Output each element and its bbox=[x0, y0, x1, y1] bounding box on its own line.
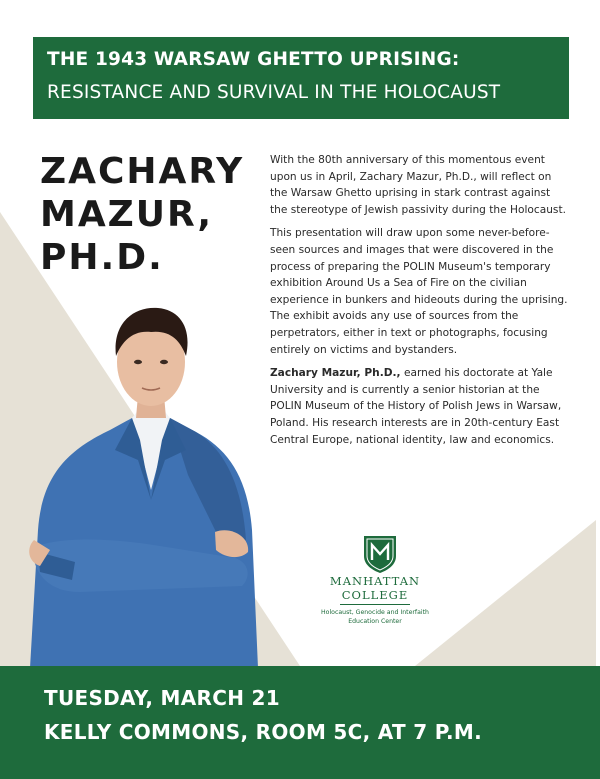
logo-name-line2: COLLEGE bbox=[341, 588, 409, 602]
speaker-bio bbox=[270, 365, 570, 448]
event-title: THE 1943 WARSAW GHETTO UPRISING: bbox=[47, 49, 460, 70]
description-paragraph: This presentation will draw upon some never-before-seen sources and images that were discovered in the process of preparing the POLIN Museum's temporary exhibition Around Us a Sea of Fire on the civilian experience in bunkers and hideouts during the uprising. The exhibit avoids any use of sources from the perpetrators, either in text or photographs, focusing entirely on victims and bystanders. bbox=[270, 227, 568, 356]
manhattan-college-shield-icon bbox=[362, 534, 398, 574]
logo-divider bbox=[340, 604, 410, 605]
manhattan-college-logo bbox=[300, 532, 450, 632]
logo-subtitle-line1: Holocaust, Genocide and Interfaith bbox=[321, 609, 429, 616]
title-banner bbox=[33, 37, 569, 119]
speaker-name bbox=[40, 150, 270, 279]
speaker-bio-text: earned his doctorate at Yale University and is currently a senior historian at the POLIN Museum of the History of Polish Jews in Warsaw, Poland. His research interests are in 20th-century East Central Europe, national identity, law and economics. bbox=[270, 367, 562, 446]
event-date: TUESDAY, MARCH 21 bbox=[44, 686, 280, 710]
event-location-time: KELLY COMMONS, ROOM 5C, AT 7 P.M. bbox=[44, 720, 482, 744]
speaker-bio-name: Zachary Mazur, Ph.D., bbox=[270, 367, 401, 380]
event-description bbox=[270, 152, 570, 455]
logo-subtitle-line2: Education Center bbox=[348, 618, 402, 625]
description-paragraph: With the 80th anniversary of this momentous event upon us in April, Zachary Mazur, Ph.D., will reflect on the Warsaw Ghetto uprising in stark contrast against the stereotype of Jewish passivity during the Holocaust. bbox=[270, 154, 566, 216]
event-details-banner bbox=[0, 666, 600, 779]
speaker-name-line: ZACHARY bbox=[40, 151, 245, 192]
speaker-name-line: PH.D. bbox=[40, 237, 164, 278]
speaker-photo bbox=[20, 300, 270, 668]
event-subtitle: RESISTANCE AND SURVIVAL IN THE HOLOCAUST bbox=[47, 82, 501, 103]
logo-name-line1: MANHATTAN bbox=[329, 574, 421, 588]
speaker-name-line: MAZUR, bbox=[40, 194, 214, 235]
